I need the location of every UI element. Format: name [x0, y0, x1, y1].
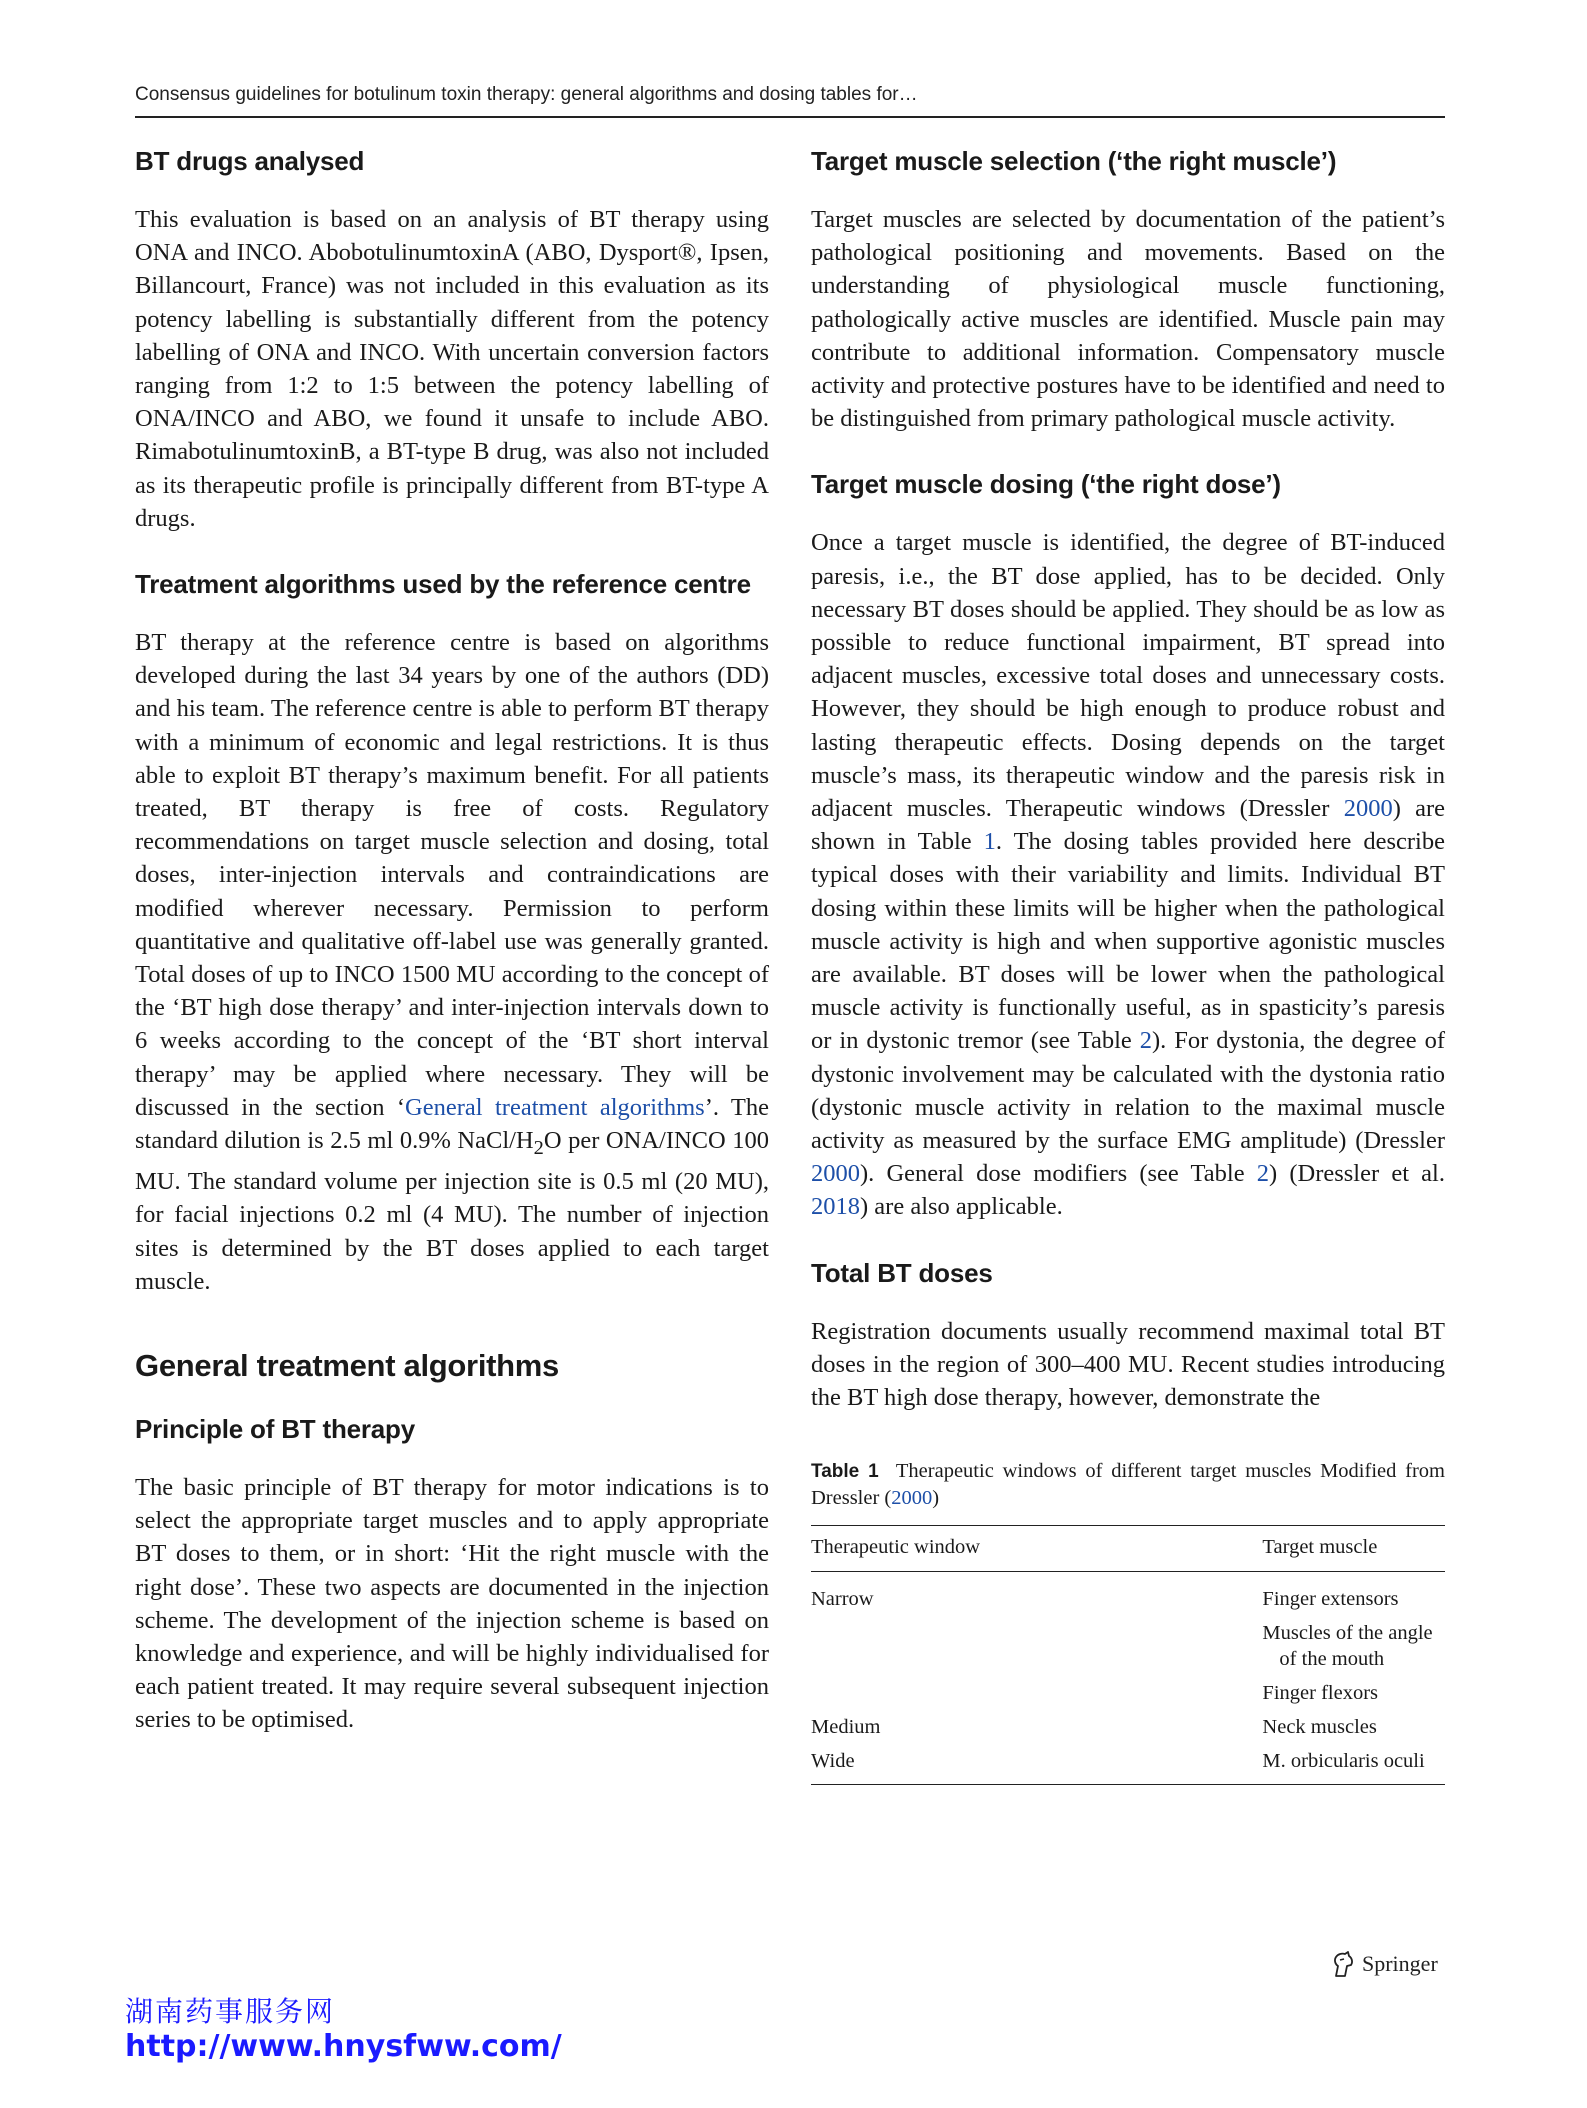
paragraph-target-muscle-selection: Target muscles are selected by documentation of the patient’s pathological positioning and movements. Based on the understanding of physiological muscle functioning, pathologically active muscles are identified. Muscle pain may contribute to additional information. Compensatory muscle activity and protective postures have to be identified and need to be distinguished from primary pathological muscle activity.: [811, 206, 1445, 433]
publisher-name: Springer: [1362, 1951, 1438, 1976]
publisher-logo: [1330, 1950, 1438, 1978]
table-row: [811, 1616, 1445, 1676]
section-heading-target-muscle-selection: Target muscle selection (‘the right muscle’): [811, 146, 1337, 176]
section-heading-target-muscle-dosing: Target muscle dosing (‘the right dose’): [811, 469, 1281, 500]
therapeutic-windows-table: [811, 1525, 1445, 1785]
link-general-treatment-algorithms[interactable]: General treatment algorithms: [405, 1093, 705, 1121]
left-column: [135, 146, 769, 1737]
table-cell: Finger extensors: [1262, 1588, 1399, 1611]
table-ref-link[interactable]: 2: [1139, 1027, 1152, 1055]
table-cell: Narrow: [811, 1588, 874, 1611]
paragraph-total-bt-doses: Registration documents usually recommend maximal total BT doses in the region of 300–400 MU. Recent studies introducing the BT high dose therapy, however, demonstrate the: [811, 1317, 1445, 1412]
table-header-row: [811, 1526, 1445, 1572]
table-row: [811, 1676, 1445, 1710]
right-column: [811, 146, 1445, 1785]
section-heading-total-bt-doses: Total BT doses: [811, 1257, 993, 1288]
column-header: Therapeutic window: [811, 1526, 1262, 1572]
table-row: [811, 1744, 1445, 1785]
table-row: [811, 1572, 1445, 1617]
springer-horse-icon: [1330, 1950, 1356, 1978]
watermark: [125, 1994, 562, 2064]
section-heading-treatment-algorithms: Treatment algorithms used by the reference centre: [135, 569, 751, 600]
table-cell: Neck muscles: [1262, 1716, 1377, 1739]
table-cell: Muscles of the angle of the mouth: [1262, 1622, 1433, 1671]
citation-link[interactable]: 2000: [891, 1487, 933, 1510]
section-heading-bt-drugs: BT drugs analysed: [135, 146, 365, 176]
citation-link[interactable]: 2018: [811, 1193, 860, 1221]
column-header: Target muscle: [1262, 1526, 1445, 1572]
citation-link[interactable]: 2000: [811, 1160, 860, 1188]
table-row: [811, 1710, 1445, 1744]
table-ref-link[interactable]: 1: [983, 828, 996, 856]
table-caption: Table 1 Therapeutic windows of different target muscles Modified from Dressler (2000): [811, 1460, 1445, 1510]
table-cell: Wide: [811, 1744, 1262, 1785]
paragraph-target-muscle-dosing: Once a target muscle is identified, the degree of BT-induced paresis, i.e., the BT dose applied, has to be decided. Only necessary BT doses should be applied. They should be as low as possible to reduce functional impairment, BT spread into adjacent muscles, excessive total doses and unnecessary costs. However, they should be high enough to produce robust and lasting therapeutic effects. Dosing depends on the target muscle’s mass, its therapeutic window and the paresis risk in adjacent muscles. Therapeutic windows (Dressler 2000) are shown in Table 1. The dosing tables provided here describe typical doses with their variability and limits. Individual BT dosing within these limits will be higher when the pathological muscle activity is high and when supportive agonistic muscles are available. BT doses will be lower when the pathological muscle activity is functionally useful, as in spasticity’s paresis or in dystonic tremor (see Table 2). For dystonia, the degree of dystonic involvement may be calculated with the dystonia ratio (dystonic muscle activity in relation to the maximal muscle activity as measured by the surface EMG amplitude) (Dressler 2000). General dose modifiers (see Table 2) (Dressler et al. 2018) are also applicable.: [811, 529, 1445, 1221]
table-cell: [811, 1676, 1262, 1710]
table-cell: Medium: [811, 1716, 881, 1739]
paragraph-treatment-algorithms: BT therapy at the reference centre is based on algorithms developed during the last 34 years by one of the authors (DD) and his team. The reference centre is able to perform BT therapy with a minimum of economic and legal restrictions. It is thus able to exploit BT therapy’s maximum benefit. For all patients treated, BT therapy is free of costs. Regulatory recommendations on target muscle selection and dosing, total doses, inter-injection intervals and contraindications are modified wherever necessary. Permission to perform quantitative and qualitative off-label use was generally granted. Total doses of up to INCO 1500 MU according to the concept of the ‘BT high dose therapy’ and inter-injection intervals down to 6 weeks according to the concept of the ‘BT short interval therapy’ may be applied where necessary. They will be discussed in the section ‘General treatment algorithms’. The standard dilution is 2.5 ml 0.9% NaCl/$H_2O$ per ONA/INCO 100 MU. The standard volume per injection site is 0.5 ml (20 MU), for facial injections 0.2 ml (4 MU). The number of injection sites is determined by the BT doses applied to each target muscle.: [135, 629, 770, 1295]
paragraph-principle: The basic principle of BT therapy for motor indications is to select the appropriate target muscles and to apply appropriate BT doses to them, or in short: ‘Hit the right muscle with the right dose’. These two aspects are documented in the injection scheme. The development of the injection scheme is based on knowledge and experience, and will be highly individualised for each patient treated. It may require several subsequent injection series to be optimised.: [135, 1473, 769, 1734]
table-cell: [811, 1616, 1262, 1676]
running-head: Consensus guidelines for botulinum toxin therapy: general algorithms and dosing tables for…: [135, 84, 1445, 118]
subsection-heading-principle: Principle of BT therapy: [135, 1413, 416, 1444]
citation-link[interactable]: 2000: [1343, 795, 1393, 823]
watermark-chinese: 湖南药事服务网: [125, 1995, 336, 2028]
table-ref-link[interactable]: 2: [1256, 1160, 1270, 1188]
section-heading-general-treatment-algorithms: General treatment algorithms: [135, 1347, 559, 1383]
table-cell: M. orbicularis oculi: [1262, 1744, 1445, 1785]
paragraph-bt-drugs: This evaluation is based on an analysis of BT therapy using ONA and INCO. AbobotulinumtoxinA (ABO, Dysport®, Ipsen, Billancourt, France) was not included in this evaluation as its potency labelling is substantially different from the potency labelling of ONA and INCO. With uncertain conversion factors ranging from 1:2 to 1:5 between the potency labelling of ONA/INCO and ABO, we found it unsafe to include ABO. RimabotulinumtoxinB, a BT-type B drug, was also not included as its therapeutic profile is principally different from BT-type A drugs.: [135, 206, 769, 532]
table-cell: Finger flexors: [1262, 1682, 1378, 1705]
watermark-url[interactable]: http://www.hnysfww.com/: [125, 2029, 562, 2064]
